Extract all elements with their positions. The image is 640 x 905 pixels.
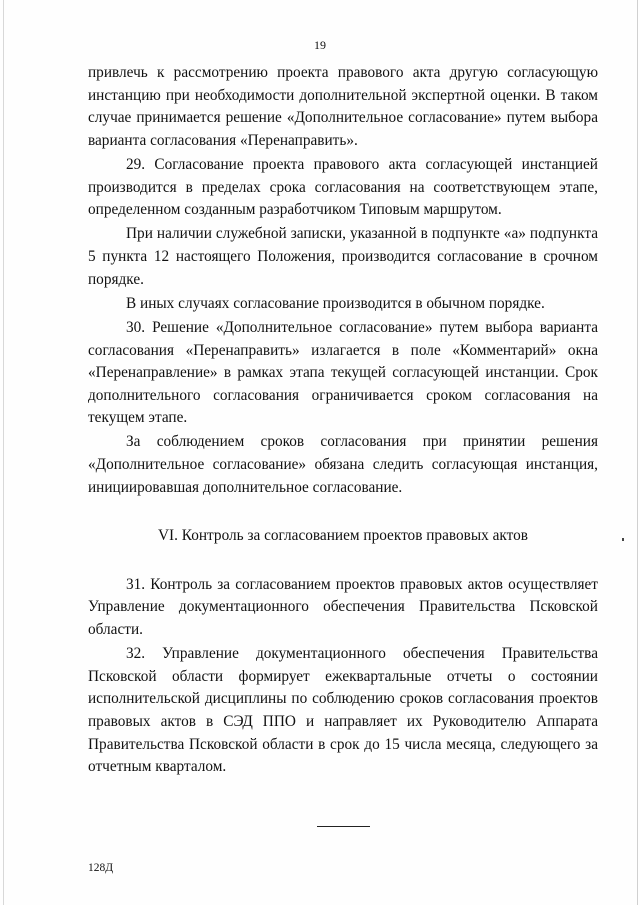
document-code: 128Д [88,862,114,874]
paragraph-29-normal: В иных случаях согласование производится в обычном порядке. [126,294,545,312]
section-heading: VI. Контроль за согласованием проектов правовых актов [157,527,528,545]
scan-edge-right [637,0,638,905]
paragraph-30: 30. Решение «Дополнительное согласование» путем выбора варианта согласования «Перенаправить» излагается в поле «Комментарий» окна «Перенаправление» в рамках этапа текущей согласующей инстанции. Срок дополнительного согласования ограничивается сроком согласования на текущем этапе. [88,318,598,427]
scan-edge-left [3,0,4,905]
paragraph-continuation: привлечь к рассмотрению проекта правового акта другую согласующую инстанцию при необходимости дополнительной экспертной оценки. В таком случае принимается решение «Дополнительное согласование» путем выбора варианта согласования «Перенаправить». [88,64,598,149]
scan-speck [622,538,624,541]
paragraph-29-urgent: При наличии служебной записки, указанной в подпункте «а» подпункта 5 пункта 12 настоящего Положения, производится согласование в срочном порядке. [88,225,598,288]
page-number: 19 [314,38,326,52]
paragraph-30-control: За соблюдением сроков согласования при принятии решения «Дополнительное согласование» обязана следить согласующая инстанция, инициировавшая дополнительное согласование. [88,433,598,496]
end-separator-line [317,826,370,827]
paragraph-29: 29. Согласование проекта правового акта согласующей инстанцией производится в пределах срока согласования на соответствующем этапе, определенном созданным разработчиком Типовым маршрутом. [88,155,598,219]
paragraph-31: 31. Контроль за согласованием проектов правовых актов осуществляет Управление документационного обеспечения Правительства Псковской области. [88,575,598,639]
paragraph-32: 32. Управление документационного обеспечения Правительства Псковской области формирует ежеквартальные отчеты о состоянии исполнительской дисциплины по соблюдению сроков согласования проектов правовых актов в СЭД ППО и направляет их Руководителю Аппарата Правительства Псковской области в срок до 15 числа месяца, следующего за отчетным кварталом. [88,645,598,776]
document-body [88,62,598,780]
